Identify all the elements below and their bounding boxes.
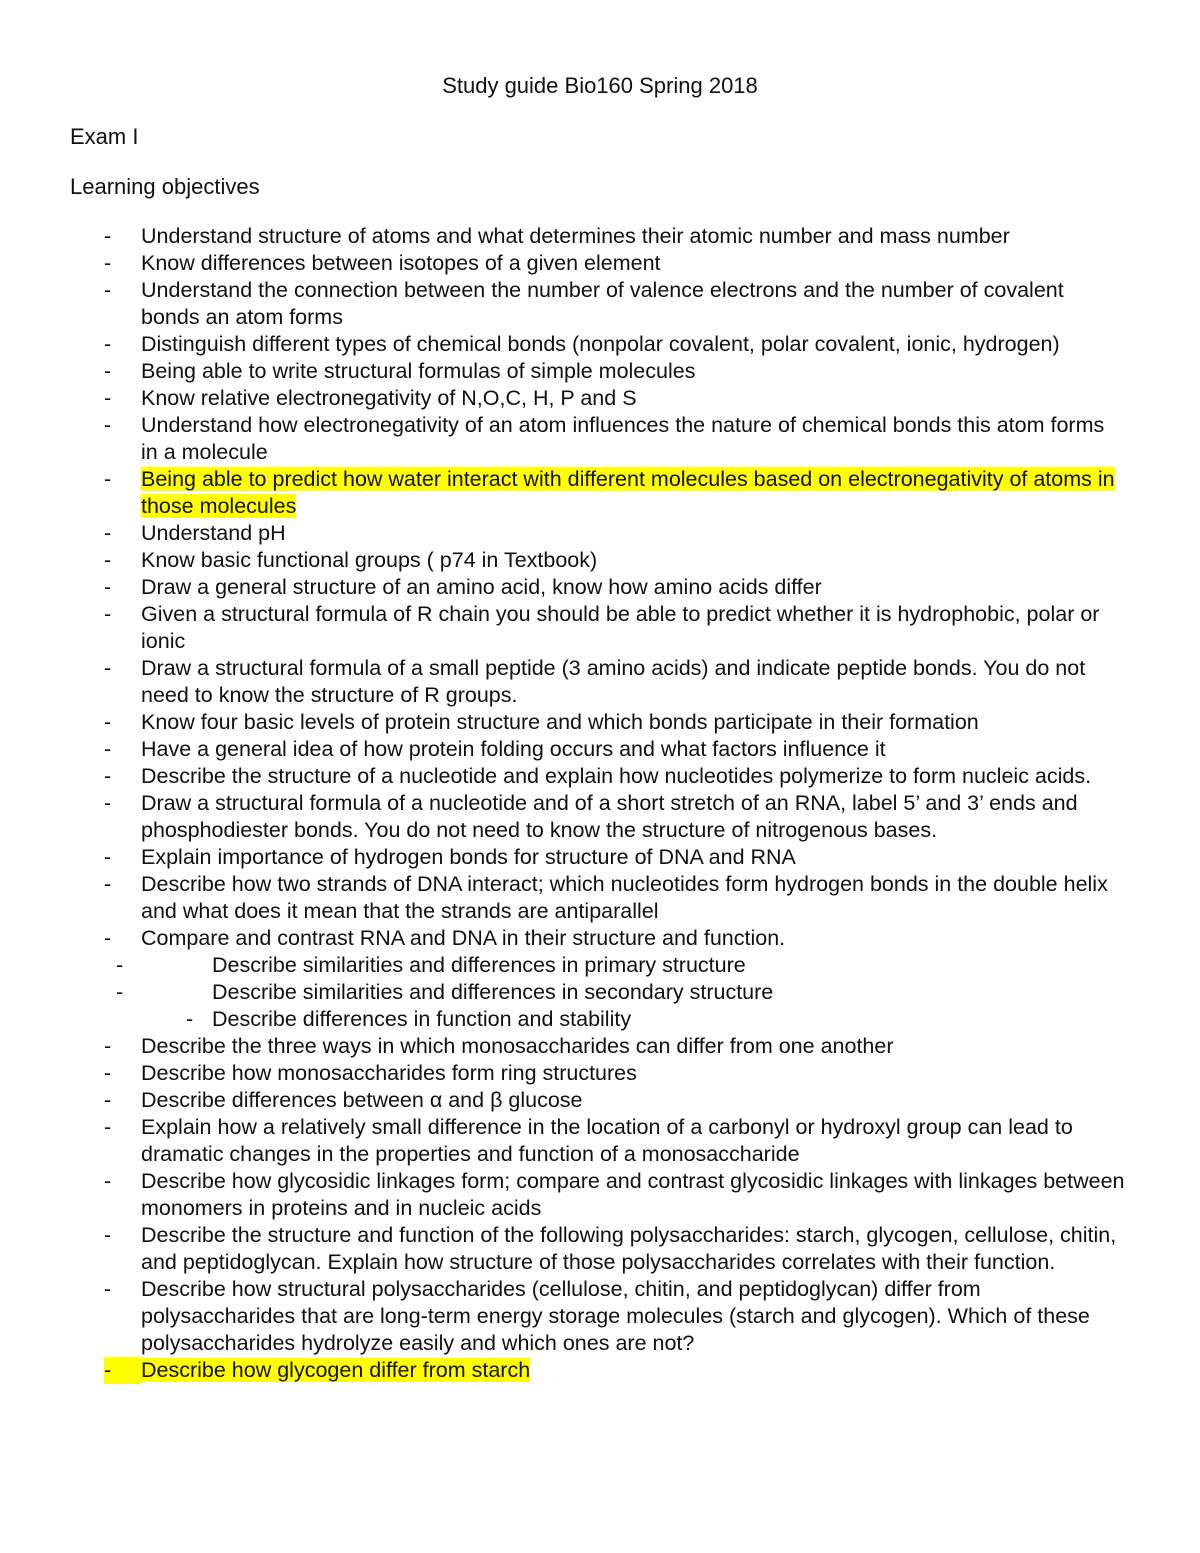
bullet-dash: - [104,926,112,950]
bullet-dash: - [186,1007,194,1031]
bullet-dash: - [104,1277,112,1301]
list-item [0,1114,1200,1168]
bullet-dash: - [104,251,112,275]
list-item [0,520,1200,547]
list-item [0,655,1200,709]
list-item [0,925,1200,952]
list-item [0,844,1200,871]
list-item [0,1087,1200,1114]
objective-text: Know relative electronegativity of N,O,C, H, P and S [141,386,637,410]
bullet-dash: - [104,224,112,248]
list-item [0,736,1200,763]
exam-heading: Exam I [70,124,139,149]
objective-text: Distinguish different types of chemical bonds (nonpolar covalent, polar covalent, ionic, hydrogen) [141,332,1060,356]
document-title: Study guide Bio160 Spring 2018 [442,73,758,98]
list-item [0,574,1200,601]
list-item [0,1222,1200,1276]
bullet-dash: - [104,413,112,437]
objective-text: Understand pH [141,521,286,545]
bullet-dash: - [104,359,112,383]
section-heading: Learning objectives [70,174,260,199]
objective-text: Understand structure of atoms and what determines their atomic number and mass number [141,224,1010,248]
bullet-dash: - [104,278,112,302]
bullet-dash: - [104,845,112,869]
list-item [0,1060,1200,1087]
bullet-dash: - [116,980,124,1004]
objective-text: Draw a structural formula of a nucleotide and of a short stretch of an RNA, label 5’ and 3’ ends and phosphodiester bonds. You do not need to know the structure of nitrogenous bases. [141,791,1078,842]
highlighted-objective-text: Describe how glycogen differ from starch [141,1358,531,1382]
list-item [0,952,1200,979]
list-item [0,601,1200,655]
objective-text: Describe similarities and differences in secondary structure [212,980,774,1004]
list-item [0,1033,1200,1060]
list-item [0,979,1200,1006]
objective-text: Draw a general structure of an amino acid, know how amino acids differ [141,575,822,599]
objective-text: Describe differences between α and β glucose [141,1088,583,1112]
objective-text: Describe how glycosidic linkages form; compare and contrast glycosidic linkages with linkages between monomers in proteins and in nucleic acids [141,1169,1125,1220]
objective-text: Explain how a relatively small difference in the location of a carbonyl or hydroxyl group can lead to dramatic changes in the properties and function of a monosaccharide [141,1115,1073,1166]
bullet-dash: - [104,764,112,788]
list-item [0,358,1200,385]
objective-text: Know four basic levels of protein structure and which bonds participate in their formation [141,710,979,734]
bullet-dash: - [104,791,112,815]
highlighted-objective-text: Being able to predict how water interact with different molecules based on electronegativity of atoms in those molecules [141,467,1115,518]
list-item [0,1357,1200,1384]
list-item [0,709,1200,736]
objective-text: Compare and contrast RNA and DNA in their structure and function. [141,926,786,950]
list-item [0,412,1200,466]
objective-text: Describe how structural polysaccharides (cellulose, chitin, and peptidoglycan) differ from polysaccharides that are long-term energy storage molecules (starch and glycogen). Which of these polysaccharides hydrolyze easily and which ones are not? [141,1277,1090,1355]
bullet-dash: - [104,710,112,734]
bullet-dash: - [104,1223,112,1247]
objective-text: Know basic functional groups ( p74 in Textbook) [141,548,598,572]
objective-text: Know differences between isotopes of a given element [141,251,661,275]
objective-text: Draw a structural formula of a small peptide (3 amino acids) and indicate peptide bonds. You do not need to know the structure of R groups. [141,656,1086,707]
list-item [0,1168,1200,1222]
list-item [0,790,1200,844]
bullet-dash: - [116,953,124,977]
bullet-dash: - [104,575,112,599]
bullet-dash: - [104,602,112,626]
objective-text: Have a general idea of how protein folding occurs and what factors influence it [141,737,886,761]
bullet-dash: - [104,332,112,356]
list-item [0,547,1200,574]
objectives-list [0,223,1200,1384]
objective-text: Describe how monosaccharides form ring structures [141,1061,637,1085]
list-item [0,277,1200,331]
list-item [0,1276,1200,1357]
list-item [0,871,1200,925]
bullet-dash: - [104,656,112,680]
objective-text: Understand the connection between the number of valence electrons and the number of covalent bonds an atom forms [141,278,1064,329]
bullet-dash: - [104,1088,112,1112]
objective-text: Explain importance of hydrogen bonds for structure of DNA and RNA [141,845,796,869]
list-item [0,466,1200,520]
bullet-dash: - [104,1169,112,1193]
objective-text: Understand how electronegativity of an atom influences the nature of chemical bonds this atom forms in a molecule [141,413,1105,464]
list-item [0,223,1200,250]
list-item [0,250,1200,277]
list-item [0,385,1200,412]
objective-text: Describe how two strands of DNA interact; which nucleotides form hydrogen bonds in the double helix and what does it mean that the strands are antiparallel [141,872,1108,923]
objective-text: Given a structural formula of R chain you should be able to predict whether it is hydrophobic, polar or ionic [141,602,1100,653]
list-item [0,331,1200,358]
objective-text: Describe the three ways in which monosaccharides can differ from one another [141,1034,894,1058]
bullet-dash: - [104,521,112,545]
objective-text: Describe differences in function and stability [212,1007,632,1031]
objective-text: Describe the structure of a nucleotide and explain how nucleotides polymerize to form nucleic acids. [141,764,1092,788]
bullet-dash: - [104,872,112,896]
bullet-dash: - [104,467,112,491]
list-item [0,1006,1200,1033]
objective-text: Being able to write structural formulas of simple molecules [141,359,696,383]
bullet-dash: - [104,1034,112,1058]
bullet-dash: - [104,1357,141,1384]
objective-text: Describe similarities and differences in primary structure [212,953,746,977]
bullet-dash: - [104,1115,112,1139]
bullet-dash: - [104,386,112,410]
bullet-dash: - [104,1061,112,1085]
list-item [0,763,1200,790]
bullet-dash: - [104,548,112,572]
bullet-dash: - [104,737,112,761]
objective-text: Describe the structure and function of the following polysaccharides: starch, glycogen, cellulose, chitin, and peptidoglycan. Explain how structure of those polysaccharides correlates with their function. [141,1223,1117,1274]
